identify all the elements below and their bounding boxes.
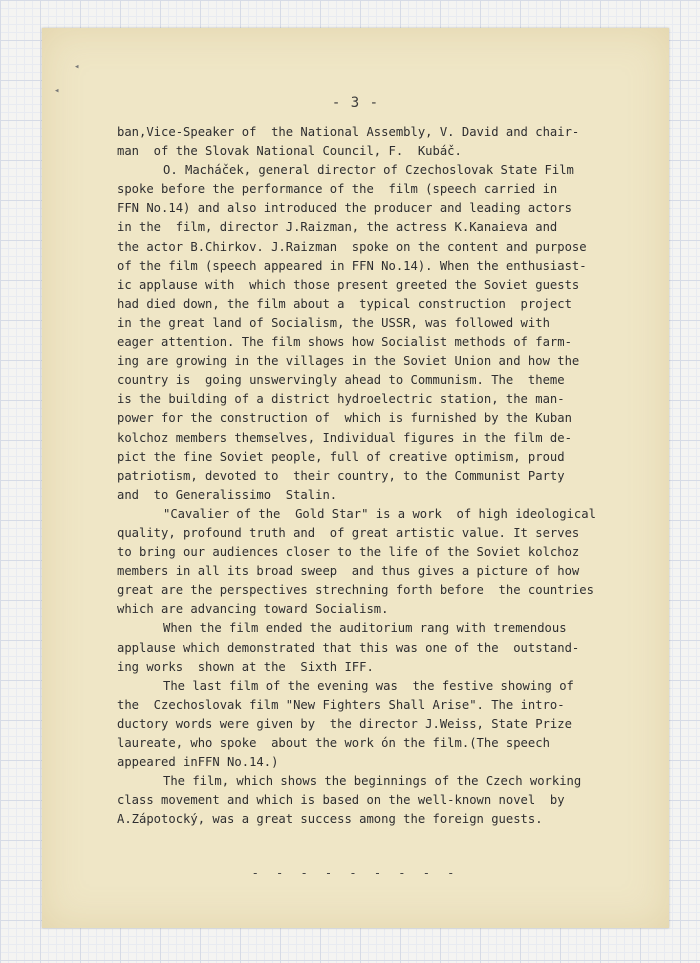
text-line: "Cavalier of the Gold Star" is a work of high ideological — [163, 506, 596, 521]
text-line: quality, profound truth and of great artistic value. It serves — [117, 525, 580, 540]
text-line: man of the Slovak National Council, F. Kubáč. — [117, 144, 462, 159]
text-line: The last film of the evening was the festive showing of — [163, 678, 574, 693]
margin-mark: ◂ — [54, 86, 60, 96]
text-line: appeared inFFN No.14.) — [117, 755, 279, 770]
text-line: FFN No.14) and also introduced the producer and leading actors — [117, 201, 572, 216]
paragraph — [117, 161, 647, 505]
text-line: ing works shown at the Sixth IFF. — [117, 659, 374, 674]
paragraph — [117, 619, 647, 676]
text-line: the Czechoslovak film "New Fighters Shall Arise". The intro- — [117, 697, 565, 712]
body-text — [117, 123, 647, 829]
text-line: country is going unswervingly ahead to Communism. The theme — [117, 373, 565, 388]
text-line: eager attention. The film shows how Socialist methods of farm- — [117, 335, 572, 350]
text-line: class movement and which is based on the well-known novel by — [117, 793, 565, 808]
text-line: in the great land of Socialism, the USSR, was followed with — [117, 315, 550, 330]
paragraph — [117, 677, 647, 772]
paragraph — [117, 505, 647, 620]
text-line: O. Macháček, general director of Czechoslovak State Film — [163, 163, 574, 178]
text-line: ing are growing in the villages in the Soviet Union and how the — [117, 354, 580, 369]
text-line: ic applause with which those present greeted the Soviet guests — [117, 277, 580, 292]
text-line: which are advancing toward Socialism. — [117, 602, 389, 617]
text-line: The film, which shows the beginnings of the Czech working — [163, 774, 582, 789]
text-line: in the film, director J.Raizman, the actress K.Kanaieva and — [117, 220, 558, 235]
text-line: great are the perspectives strechning forth before the countries — [117, 583, 594, 598]
text-line: of the film (speech appeared in FFN No.14). When the enthusiast- — [117, 258, 587, 273]
text-line: A.Zápotocký, was a great success among the foreign guests. — [117, 812, 543, 827]
text-line: members in all its broad sweep and thus gives a picture of how — [117, 564, 580, 579]
paragraph — [117, 123, 647, 161]
text-line: ban,Vice-Speaker of the National Assembly, V. David and chair- — [117, 125, 580, 139]
text-line: When the film ended the auditorium rang with tremendous — [163, 621, 567, 636]
text-line: pict the fine Soviet people, full of creative optimism, proud — [117, 449, 565, 464]
text-line: ductory words were given by the director J.Weiss, State Prize — [117, 716, 572, 731]
page-number: - 3 - — [331, 95, 380, 111]
closing-rule: - - - - - - - - - — [251, 866, 460, 880]
text-line: patriotism, devoted to their country, to the Communist Party — [117, 468, 565, 483]
text-line: kolchoz members themselves, Individual figures in the film de- — [117, 430, 572, 445]
text-line: is the building of a district hydroelectric station, the man- — [117, 392, 565, 407]
text-line: power for the construction of which is furnished by the Kuban — [117, 411, 572, 426]
text-line: had died down, the film about a typical construction project — [117, 296, 572, 311]
text-line: to bring our audiences closer to the life of the Soviet kolchoz — [117, 545, 580, 560]
document-page — [42, 28, 669, 928]
paragraph — [117, 772, 647, 829]
margin-mark: ◂ — [74, 62, 80, 72]
text-line: applause which demonstrated that this was one of the outstand- — [117, 640, 580, 655]
text-line: laureate, who spoke about the work ón the film.(The speech — [117, 736, 550, 750]
text-line: spoke before the performance of the film (speech carried in — [117, 182, 558, 197]
text-line: and to Generalissimo Stalin. — [117, 487, 338, 502]
text-line: the actor B.Chirkov. J.Raizman spoke on the content and purpose — [117, 239, 587, 254]
